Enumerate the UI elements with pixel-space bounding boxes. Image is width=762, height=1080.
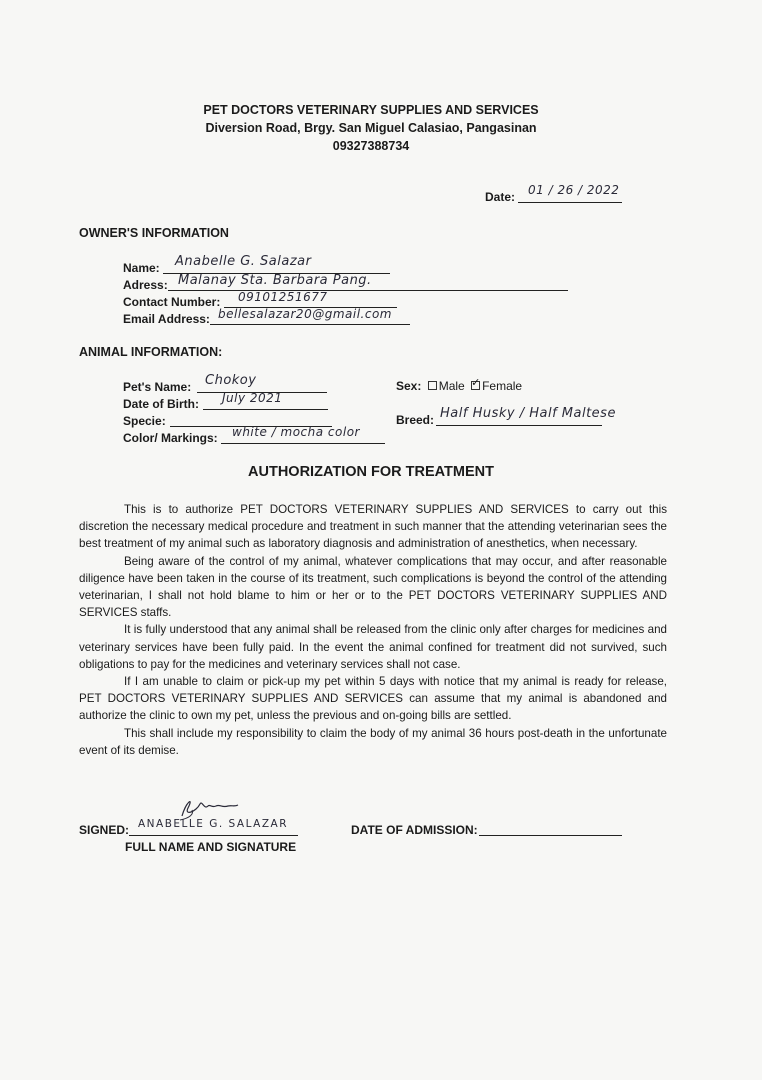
authorization-body xyxy=(79,501,667,759)
owner-name-field[interactable]: Anabelle G. Salazar xyxy=(175,254,312,269)
signed-name-field[interactable]: ANABELLE G. SALAZAR xyxy=(138,818,289,830)
letterhead xyxy=(0,101,742,155)
company-address: Diversion Road, Brgy. San Miguel Calasiao, Pangasinan xyxy=(205,121,537,135)
email-line xyxy=(210,324,410,325)
owner-address-line xyxy=(168,290,568,291)
owner-address-field[interactable]: Malanay Sta. Barbara Pang. xyxy=(178,273,372,288)
dob-line xyxy=(203,409,328,410)
signature-line xyxy=(129,835,298,836)
company-name: PET DOCTORS VETERINARY SUPPLIES AND SERVICES xyxy=(203,103,539,117)
pet-name-field[interactable]: Chokoy xyxy=(205,373,257,388)
signed-label: SIGNED: xyxy=(79,823,130,837)
color-markings-label: Color/ Markings: xyxy=(123,431,218,445)
male-checkbox[interactable] xyxy=(428,381,437,390)
date-of-admission-line xyxy=(479,835,622,836)
owner-address-label: Adress: xyxy=(123,278,168,292)
male-option-label: Male xyxy=(438,379,465,393)
authorization-paragraph-5: This shall include my responsibility to claim the body of my animal 36 hours post-death in the unfortunate event of its demise. xyxy=(79,726,667,757)
authorization-title: AUTHORIZATION FOR TREATMENT xyxy=(248,464,494,480)
breed-field[interactable]: Half Husky / Half Maltese xyxy=(440,406,616,421)
specie-label: Specie: xyxy=(123,414,166,428)
pet-name-label: Pet's Name: xyxy=(123,380,192,394)
check-icon: ✓ xyxy=(471,377,481,389)
date-value[interactable]: 01 / 26 / 2022 xyxy=(528,183,620,197)
dob-field[interactable]: July 2021 xyxy=(222,391,283,405)
breed-line xyxy=(436,425,602,426)
contact-number-label: Contact Number: xyxy=(123,295,221,309)
authorization-paragraph-4: If I am unable to claim or pick-up my pet within 5 days with notice that my animal is ready for release, PET DOCTORS VETERINARY SUPPLIES AND SERVICES can assume that my animal is abandoned and authorize the clinic to own my pet, unless the previous and on-going bills are settled. xyxy=(79,675,667,723)
sex-field xyxy=(396,379,522,393)
female-option-label: Female xyxy=(482,379,523,393)
animal-info-heading: ANIMAL INFORMATION: xyxy=(79,345,223,359)
date-of-admission-label: DATE OF ADMISSION: xyxy=(351,823,478,837)
sex-label: Sex: xyxy=(396,379,422,393)
date-label: Date: xyxy=(485,190,516,204)
color-markings-line xyxy=(221,443,385,444)
email-label: Email Address: xyxy=(123,312,210,326)
email-field[interactable]: bellesalazar20@gmail.com xyxy=(218,307,392,321)
color-markings-field[interactable]: white / mocha color xyxy=(232,425,360,439)
authorization-paragraph-3: It is fully understood that any animal shall be released from the clinic only after charges for medicines and veterinary services have been fully paid. In the event the animal confined for treatment did not survived, such obligations to pay for the medicines and veterinary services shall not case. xyxy=(79,623,667,671)
owner-name-label: Name: xyxy=(123,261,160,275)
female-checkbox[interactable] xyxy=(471,377,481,390)
dob-label: Date of Birth: xyxy=(123,397,199,411)
owner-info-heading: OWNER'S INFORMATION xyxy=(79,226,229,240)
date-line xyxy=(518,202,622,203)
breed-label: Breed: xyxy=(396,413,435,427)
signature-caption: FULL NAME AND SIGNATURE xyxy=(125,840,297,854)
contact-number-field[interactable]: 09101251677 xyxy=(238,290,328,304)
authorization-paragraph-2: Being aware of the control of my animal, whatever complications that may occur, and after reasonable diligence have been taken in the course of its treatment, such complications is beyond the control of the attending veterinarian, I shall not hold blame to him or her or to the PET DOCTORS VETERINARY SUPPLIES AND SERVICES staffs. xyxy=(79,554,667,620)
authorization-paragraph-1: This is to authorize PET DOCTORS VETERINARY SUPPLIES AND SERVICES to carry out this discretion the necessary medical procedure and treatment in such manner that the attending veterinarian sees the best treatment of my animal such as laboratory diagnosis and administration of anesthetics, when necessary. xyxy=(79,503,667,551)
company-phone: 09327388734 xyxy=(332,139,410,153)
